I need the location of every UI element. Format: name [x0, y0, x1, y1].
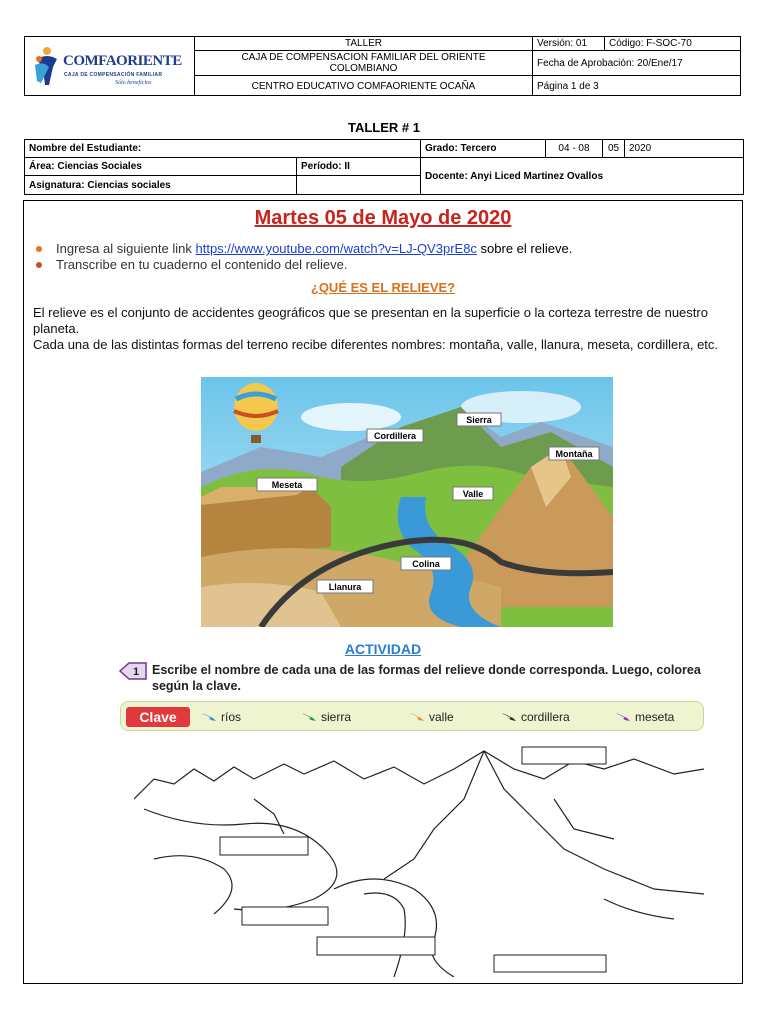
bullet-dot-icon — [36, 246, 42, 252]
label-llanura: Llanura — [328, 582, 362, 592]
empty-cell — [297, 176, 421, 194]
logo-brand: COMFAORIENTE — [63, 53, 182, 69]
document-header — [24, 36, 741, 96]
bullet2-text: Transcribe en tu cuaderno el contenido del relieve. — [56, 257, 348, 272]
color-key-bar — [120, 701, 704, 731]
period-label: Período: II — [297, 158, 421, 176]
pencil-brown-icon — [501, 712, 517, 722]
label-colina: Colina — [412, 559, 440, 569]
student-name-label: Nombre del Estudiante: — [25, 140, 421, 158]
label-montana: Montaña — [555, 449, 593, 459]
comfaoriente-logo — [33, 43, 183, 91]
activity-number: 1 — [132, 666, 140, 678]
label-valle: Valle — [462, 489, 484, 499]
logo-subtitle: CAJA DE COMPENSACIÓN FAMILIAR — [64, 72, 163, 78]
bullet1-tail: sobre el relieve. — [476, 241, 573, 256]
student-info-table — [24, 139, 744, 195]
bullet1-text: Ingresa al siguiente link — [56, 241, 196, 256]
activity-instruction: Escribe el nombre de cada una de las formas del relieve donde corresponda. Luego, colorea según la clave. — [152, 663, 701, 693]
date-title: Martes 05 de Mayo de 2020 — [254, 207, 512, 229]
header-caja: CAJA DE COMPENSACION FAMILIAR DEL ORIENTE COLOMBIANO — [195, 51, 533, 76]
taller-title: TALLER # 1 — [348, 120, 420, 135]
date-month: 05 — [603, 140, 625, 158]
question-title: ¿QUÉ ES EL RELIEVE? — [310, 280, 456, 295]
label-meseta: Meseta — [271, 480, 303, 490]
header-version: Versión: 01 — [533, 37, 605, 51]
relief-sketch-drawing — [134, 739, 704, 977]
teacher-label: Docente: Anyi Liced Martinez Ovallos — [425, 170, 604, 182]
clave-label: Clave — [126, 707, 190, 727]
pencil-orange-icon — [409, 712, 425, 722]
relief-paragraph — [33, 305, 733, 353]
key-sierra-label: sierra — [321, 710, 352, 724]
header-centro: CENTRO EDUCATIVO COMFAORIENTE OCAÑA — [195, 76, 533, 96]
relief-illustration — [201, 377, 613, 627]
paragraph-2: Cada una de las distintas formas del terreno recibe diferentes nombres: montaña, valle, llanura, meseta, cordillera, etc. — [33, 337, 719, 352]
bullet-item-1 — [34, 241, 572, 257]
header-codigo: Código: F-SOC-70 — [605, 37, 741, 51]
bullet-item-2 — [34, 257, 572, 273]
key-sierra — [301, 708, 351, 726]
label-sierra: Sierra — [466, 415, 492, 425]
key-cordillera-label: cordillera — [521, 710, 570, 724]
activity-title: ACTIVIDAD — [344, 641, 422, 657]
key-meseta — [615, 708, 674, 726]
date-day: 04 - 08 — [546, 140, 603, 158]
bullet-dot-icon — [36, 262, 42, 268]
header-taller: TALLER — [195, 37, 533, 51]
key-cordillera — [501, 708, 570, 726]
key-rios-label: ríos — [221, 710, 242, 724]
key-rios — [201, 708, 241, 726]
pencil-green-icon — [301, 712, 317, 722]
header-pagina: Página 1 de 3 — [537, 80, 599, 92]
paragraph-1: El relieve es el conjunto de accidentes geográficos que se presentan en la superficie o la corteza terrestre de nuestro planeta. — [33, 305, 708, 336]
key-valle — [409, 708, 454, 726]
instruction-bullets — [34, 241, 572, 273]
pencil-blue-icon — [201, 712, 217, 722]
key-valle-label: valle — [429, 710, 454, 724]
label-cordillera: Cordillera — [373, 431, 417, 441]
logo-cell — [25, 37, 195, 95]
pencil-purple-icon — [615, 712, 631, 722]
subject-label: Asignatura: Ciencias sociales — [25, 176, 297, 194]
logo-slogan: Sólo beneficios — [115, 80, 152, 86]
people-logo-icon — [33, 45, 63, 89]
main-content — [23, 200, 743, 984]
header-fecha: Fecha de Aprobación: 20/Ene/17 — [533, 51, 741, 76]
area-label: Área: Ciencias Sociales — [25, 158, 297, 176]
date-year: 2020 — [625, 140, 743, 158]
grade-label: Grado: Tercero — [421, 140, 546, 158]
key-meseta-label: meseta — [635, 710, 675, 724]
youtube-link[interactable]: https://www.youtube.com/watch?v=LJ-QV3prE8c — [195, 241, 477, 256]
